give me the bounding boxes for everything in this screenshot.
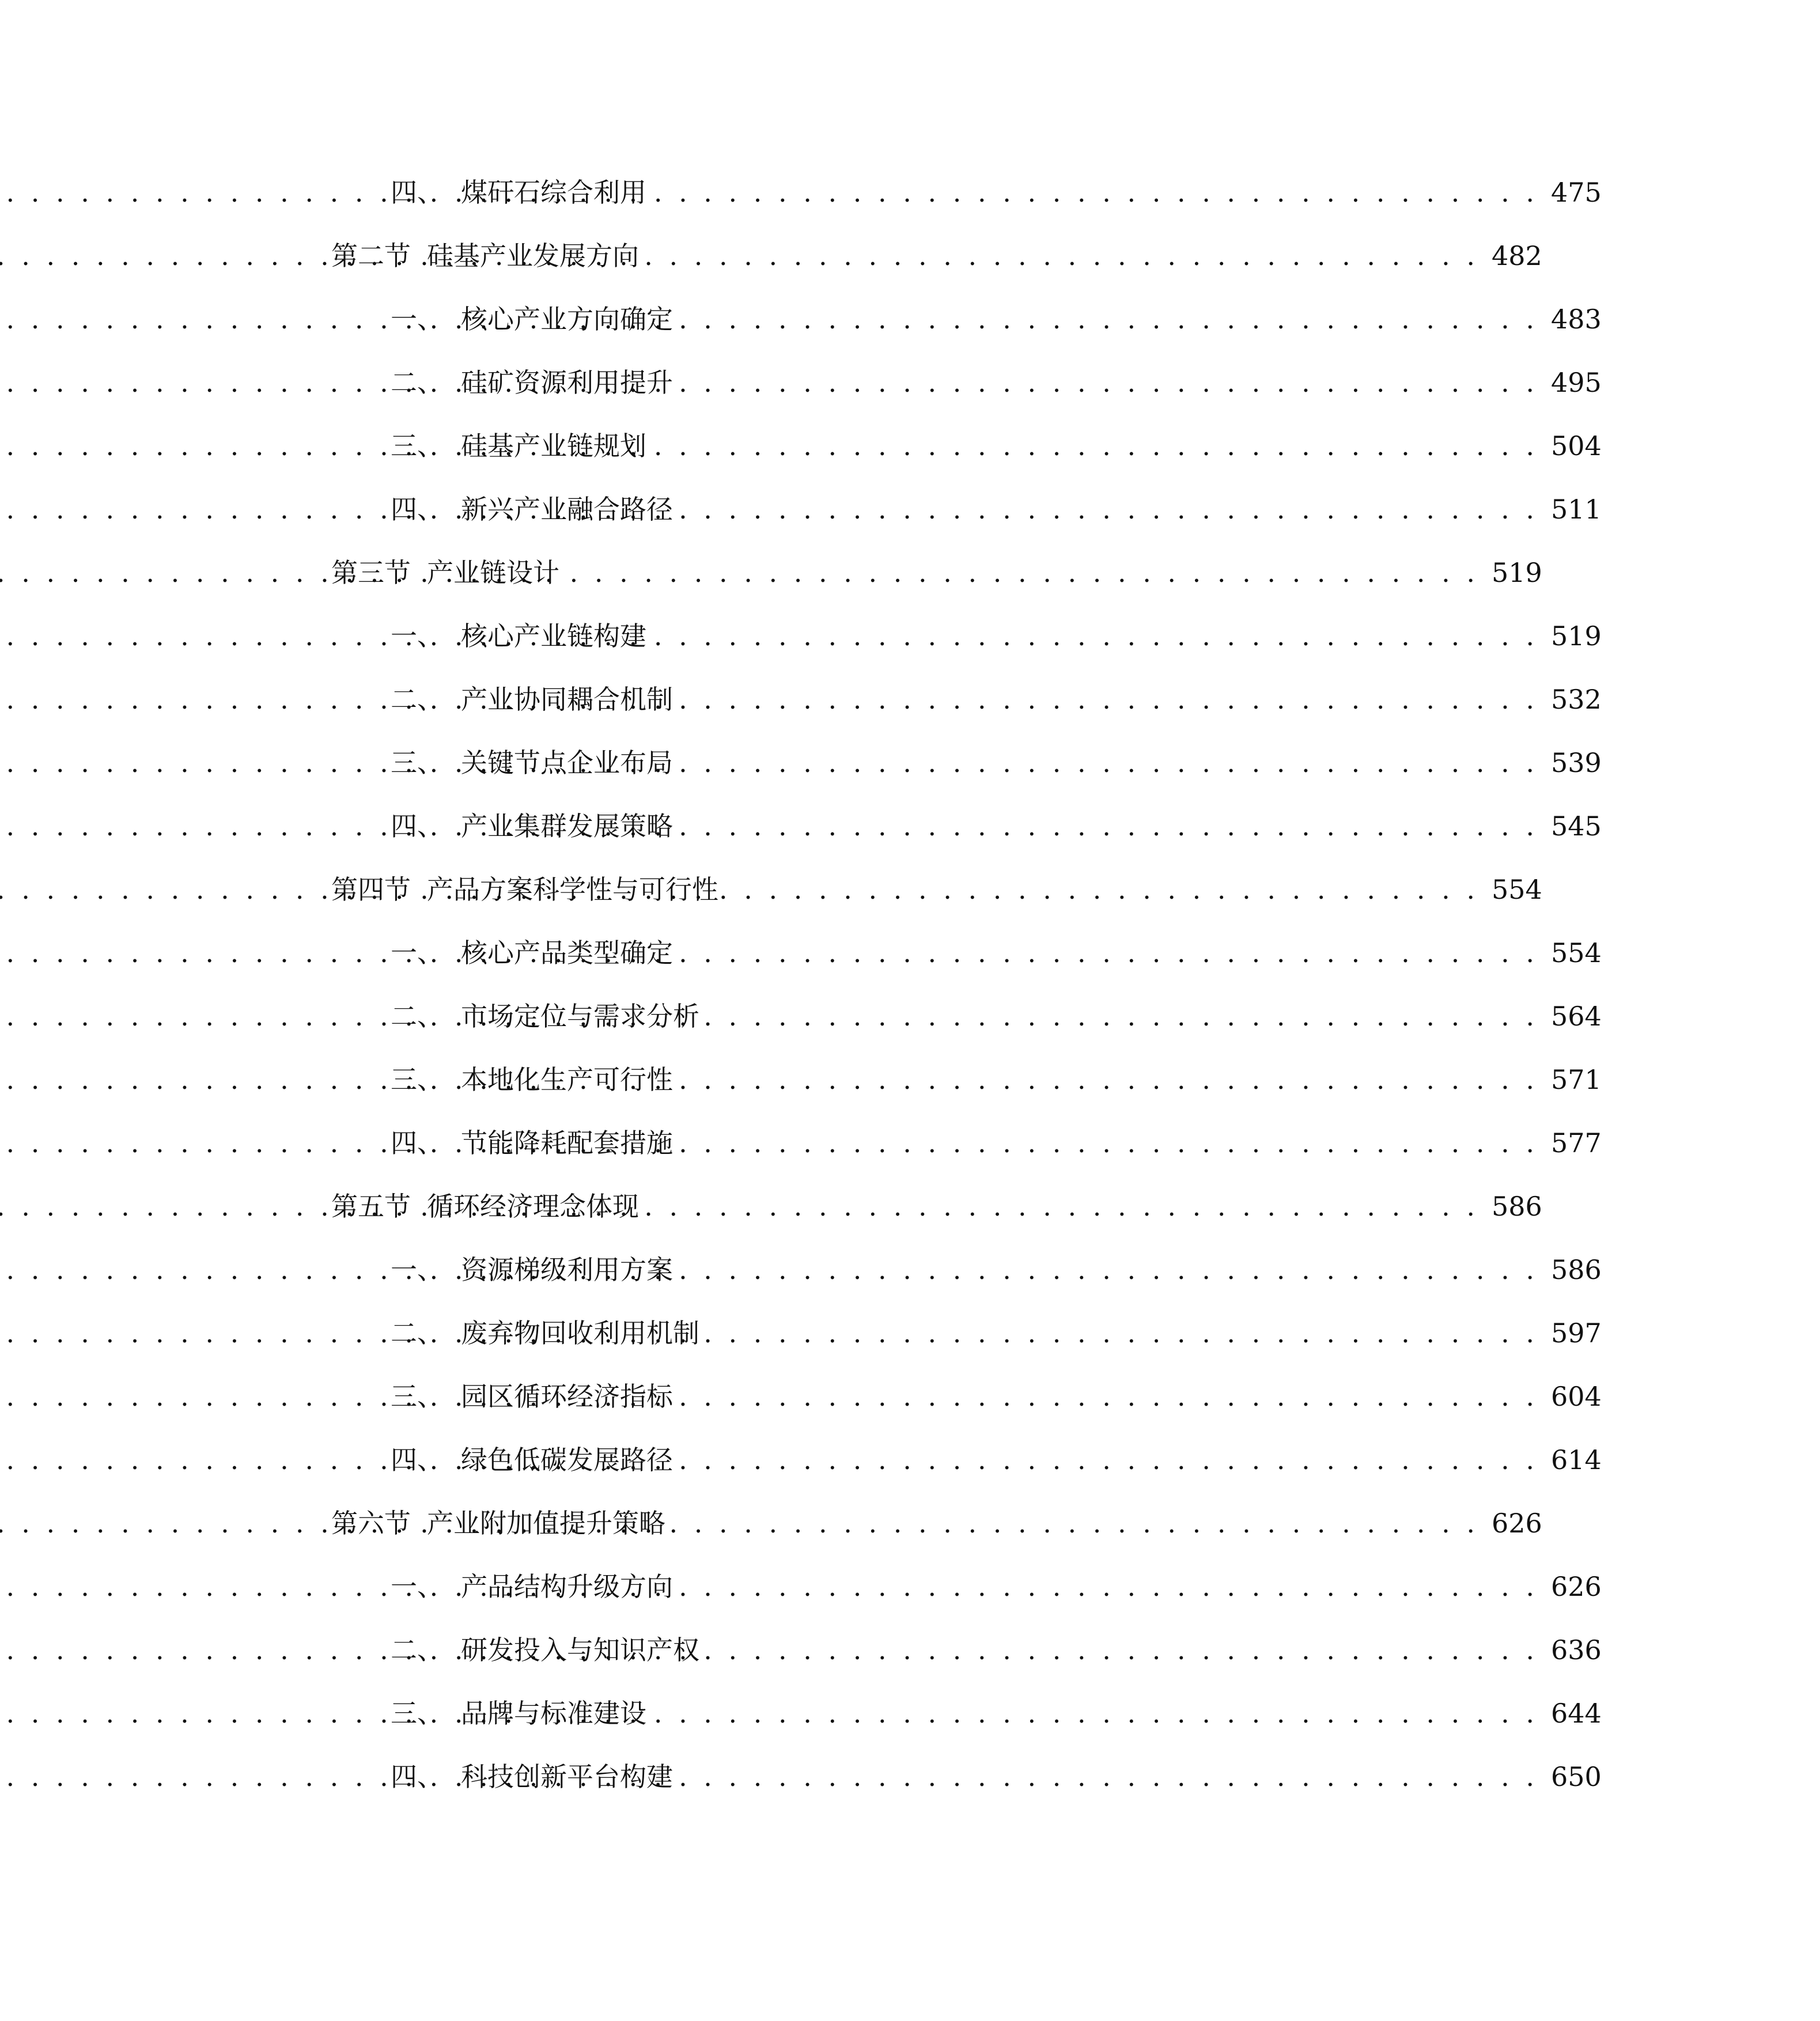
toc-title: 市场定位与需求分析 xyxy=(461,1001,699,1032)
dot-leader xyxy=(680,1754,1538,1800)
dot-leader xyxy=(653,423,1538,469)
toc-page-number: 626 xyxy=(1551,1571,1602,1602)
toc-page-number: 519 xyxy=(1492,557,1542,588)
toc-prefix: 二、 xyxy=(391,1318,444,1349)
toc-title: 科技创新平台构建 xyxy=(461,1761,673,1792)
toc-prefix: 第五节 xyxy=(331,1191,411,1222)
toc-page-number: 644 xyxy=(1551,1698,1602,1729)
toc-entry-sub[interactable] xyxy=(0,1057,1820,1103)
toc-title: 本地化生产可行性 xyxy=(461,1064,673,1095)
toc-title: 节能降耗配套措施 xyxy=(461,1127,673,1159)
toc-entry-sub[interactable] xyxy=(0,740,1820,786)
toc-page-number: 614 xyxy=(1551,1444,1602,1475)
toc-entry-sub[interactable] xyxy=(0,613,1820,659)
toc-entry-sub[interactable] xyxy=(0,1627,1820,1673)
toc-page-number: 571 xyxy=(1551,1064,1602,1095)
dot-leader xyxy=(706,993,1538,1039)
toc-page-number: 532 xyxy=(1551,684,1602,715)
toc-title: 硅矿资源利用提升 xyxy=(461,367,673,398)
dot-leader xyxy=(725,866,1479,913)
toc-prefix: 第三节 xyxy=(331,557,411,588)
toc-title: 核心产品类型确定 xyxy=(461,937,673,968)
toc-title: 硅基产业链规划 xyxy=(461,430,646,461)
toc-page-number: 636 xyxy=(1551,1634,1602,1666)
toc-entry-sub[interactable] xyxy=(0,423,1820,469)
dot-leader xyxy=(680,1120,1538,1166)
dot-leader xyxy=(680,486,1538,532)
toc-prefix: 四、 xyxy=(391,177,444,208)
toc-page-number: 577 xyxy=(1551,1127,1602,1159)
toc-prefix: 四、 xyxy=(391,1761,444,1792)
toc-entry-sub[interactable] xyxy=(0,676,1820,722)
toc-prefix: 三、 xyxy=(391,430,444,461)
dot-leader xyxy=(653,1690,1538,1736)
toc-page-number: 483 xyxy=(1551,304,1602,335)
toc-entry-sub[interactable] xyxy=(0,1310,1820,1356)
toc-page-number: 519 xyxy=(1551,620,1602,652)
toc-entry-sub[interactable] xyxy=(0,1564,1820,1610)
toc-entry-sub[interactable] xyxy=(0,296,1820,342)
dot-leader xyxy=(680,930,1538,976)
toc-entry-sub[interactable] xyxy=(0,1247,1820,1293)
toc-entry-sub[interactable] xyxy=(0,1437,1820,1483)
toc-title: 研发投入与知识产权 xyxy=(461,1634,699,1666)
dot-leader xyxy=(680,359,1538,406)
toc-prefix: 二、 xyxy=(391,367,444,398)
toc-prefix: 三、 xyxy=(391,1381,444,1412)
toc-prefix: 第六节 xyxy=(331,1508,411,1539)
toc-prefix: 一、 xyxy=(391,937,444,968)
dot-leader xyxy=(680,1247,1538,1293)
dot-leader xyxy=(706,1627,1538,1673)
toc-page-number: 495 xyxy=(1551,367,1602,398)
toc-prefix: 四、 xyxy=(391,494,444,525)
toc-prefix: 四、 xyxy=(391,1444,444,1475)
toc-entry-sub[interactable] xyxy=(0,803,1820,849)
toc-page-number: 511 xyxy=(1551,494,1602,525)
toc-prefix: 一、 xyxy=(391,620,444,652)
toc-page-number: 504 xyxy=(1551,430,1602,461)
toc-page-number: 475 xyxy=(1551,177,1602,208)
toc-prefix: 四、 xyxy=(391,811,444,842)
toc-title: 产品结构升级方向 xyxy=(461,1571,673,1602)
toc-prefix: 第四节 xyxy=(331,874,411,905)
dot-leader xyxy=(680,803,1538,849)
dot-leader xyxy=(680,1057,1538,1103)
toc-entry-section[interactable] xyxy=(0,866,1761,913)
toc-page-number: 626 xyxy=(1492,1508,1542,1539)
toc-entry-sub[interactable] xyxy=(0,1373,1820,1420)
toc-page-number: 650 xyxy=(1551,1761,1602,1792)
dot-leader xyxy=(672,1500,1479,1546)
toc-page-number: 482 xyxy=(1492,240,1542,271)
dot-leader xyxy=(706,1310,1538,1356)
toc-prefix: 一、 xyxy=(391,1571,444,1602)
dot-leader xyxy=(680,1437,1538,1483)
dot-leader xyxy=(646,1183,1479,1229)
toc-title: 关键节点企业布局 xyxy=(461,747,673,778)
toc-title: 产业附加值提升策略 xyxy=(427,1508,665,1539)
toc-prefix: 二、 xyxy=(391,684,444,715)
toc-entry-section[interactable] xyxy=(0,550,1761,596)
dot-leader xyxy=(680,1564,1538,1610)
toc-title: 产业协同耦合机制 xyxy=(461,684,673,715)
toc-page-number: 539 xyxy=(1551,747,1602,778)
toc-title: 产品方案科学性与可行性 xyxy=(427,874,718,905)
toc-title: 核心产业方向确定 xyxy=(461,304,673,335)
toc-entry-sub[interactable] xyxy=(0,486,1820,532)
toc-title: 煤矸石综合利用 xyxy=(461,177,646,208)
toc-title: 硅基产业发展方向 xyxy=(427,240,639,271)
toc-page-number: 554 xyxy=(1551,937,1602,968)
toc-page-number: 554 xyxy=(1492,874,1542,905)
dot-leader xyxy=(566,550,1479,596)
toc-title: 园区循环经济指标 xyxy=(461,1381,673,1412)
toc-page-number: 545 xyxy=(1551,811,1602,842)
dot-leader xyxy=(680,676,1538,722)
toc-page-number: 604 xyxy=(1551,1381,1602,1412)
toc-entry-sub[interactable] xyxy=(0,169,1820,215)
toc-prefix: 一、 xyxy=(391,1254,444,1285)
toc-title: 品牌与标准建设 xyxy=(461,1698,646,1729)
toc-title: 产业链设计 xyxy=(427,557,559,588)
toc-prefix: 四、 xyxy=(391,1127,444,1159)
toc-title: 绿色低碳发展路径 xyxy=(461,1444,673,1475)
toc-entry-sub[interactable] xyxy=(0,1120,1820,1166)
toc-page-number: 586 xyxy=(1551,1254,1602,1285)
toc-prefix: 二、 xyxy=(391,1001,444,1032)
toc-prefix: 第二节 xyxy=(331,240,411,271)
toc-prefix: 一、 xyxy=(391,304,444,335)
toc-entry-sub[interactable] xyxy=(0,1690,1820,1736)
toc-title: 循环经济理念体现 xyxy=(427,1191,639,1222)
toc-entry-section[interactable] xyxy=(0,1183,1761,1229)
toc-title: 产业集群发展策略 xyxy=(461,811,673,842)
dot-leader xyxy=(646,233,1479,279)
toc-title: 资源梯级利用方案 xyxy=(461,1254,673,1285)
toc-prefix: 二、 xyxy=(391,1634,444,1666)
toc-entry-sub[interactable] xyxy=(0,930,1820,976)
toc-prefix: 三、 xyxy=(391,747,444,778)
dot-leader xyxy=(680,740,1538,786)
toc-title: 废弃物回收利用机制 xyxy=(461,1318,699,1349)
dot-leader xyxy=(680,296,1538,342)
toc-title: 新兴产业融合路径 xyxy=(461,494,673,525)
toc-page-number: 597 xyxy=(1551,1318,1602,1349)
dot-leader xyxy=(653,613,1538,659)
dot-leader xyxy=(653,169,1538,215)
toc-entry-sub[interactable] xyxy=(0,1754,1820,1800)
toc-entry-sub[interactable] xyxy=(0,993,1820,1039)
dot-leader xyxy=(680,1373,1538,1420)
toc-entry-sub[interactable] xyxy=(0,359,1820,406)
toc-title: 核心产业链构建 xyxy=(461,620,646,652)
toc-page-number: 564 xyxy=(1551,1001,1602,1032)
toc-entry-section[interactable] xyxy=(0,1500,1761,1546)
toc-entry-section[interactable] xyxy=(0,233,1761,279)
toc-page-number: 586 xyxy=(1492,1191,1542,1222)
toc-prefix: 三、 xyxy=(391,1064,444,1095)
toc-prefix: 三、 xyxy=(391,1698,444,1729)
